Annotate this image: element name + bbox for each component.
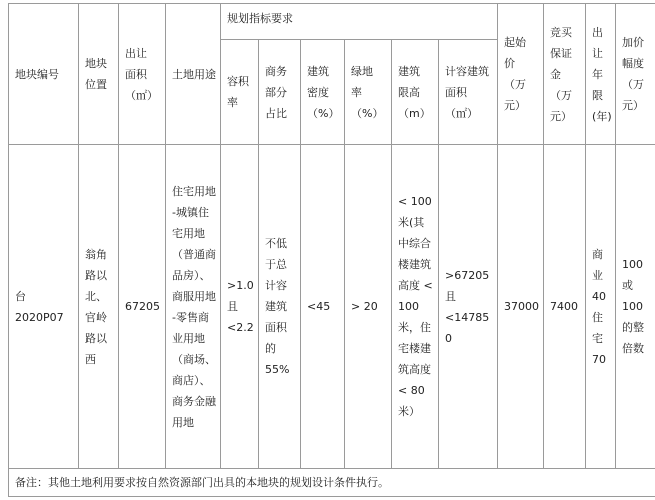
cell-line: 路以 [85, 331, 107, 345]
cell-line: 67205 [125, 300, 160, 313]
cell-line: 70 [592, 352, 607, 366]
cell-line: 建筑 [398, 64, 420, 78]
cell-line: 土地用途 [172, 67, 216, 81]
cell-line: 元） [550, 109, 573, 123]
cell-term [586, 145, 616, 469]
cell-line: 官岭 [85, 310, 107, 324]
cell-line: 计容建筑 [445, 64, 489, 78]
cell-line: （%） [307, 106, 340, 120]
cell-commercial-ratio [259, 145, 301, 469]
cell-line: （㎡） [125, 88, 158, 102]
cell-line: 且 [445, 289, 456, 303]
cell-line: 的 [265, 342, 276, 355]
header-green-ratio [345, 40, 392, 145]
cell-line: 计容 [265, 279, 287, 292]
cell-line: 地块编号 [15, 67, 59, 81]
cell-line: 100 [398, 300, 419, 313]
cell-line: 率 [227, 96, 238, 109]
cell-deposit [544, 145, 586, 469]
cell-line: （万 [622, 78, 645, 91]
cell-line: 业 [592, 268, 604, 282]
cell-location [79, 145, 119, 469]
cell-line: 价 [504, 57, 516, 70]
header-term [586, 4, 616, 145]
cell-line: 限 [592, 88, 604, 102]
cell-line: -零售商 [172, 310, 209, 324]
header-increment [616, 4, 655, 145]
cell-line: 面积 [125, 67, 147, 81]
header-deposit [544, 4, 586, 145]
cell-line: 面积 [265, 321, 287, 334]
cell-line: 2020P07 [15, 310, 64, 324]
cell-line: 商务 [265, 64, 287, 78]
cell-line: （万 [504, 78, 527, 91]
header-land-use [166, 4, 221, 145]
cell-line: 加价 [622, 36, 645, 49]
cell-line: 于总 [265, 258, 287, 271]
cell-line: 住宅用地 [172, 184, 216, 198]
cell-line: 路以 [85, 268, 107, 282]
cell-line: 100 [622, 258, 644, 271]
cell-line: > 20 [351, 300, 378, 313]
cell-line: 率 [351, 85, 362, 99]
cell-line: 金 [550, 67, 562, 81]
cell-line: 且 [227, 300, 238, 313]
header-height-limit [392, 40, 439, 145]
cell-line: 竞买 [550, 25, 573, 39]
header-far [221, 40, 259, 145]
header-start-price [498, 4, 544, 145]
cell-line: 让 [592, 46, 604, 60]
cell-line: 限高 [398, 85, 420, 99]
cell-line: 密度 [307, 85, 329, 99]
header-building-density [301, 40, 345, 145]
cell-line: 55% [265, 363, 290, 376]
cell-line: < 100 [398, 195, 432, 208]
cell-line: 翁角 [85, 247, 107, 261]
cell-line: （m） [398, 106, 431, 120]
cell-line: 容积 [227, 75, 249, 88]
cell-line: -城镇住 [172, 205, 209, 219]
cell-line: 位置 [85, 78, 107, 91]
header-area [119, 4, 166, 145]
cell-line: 商服用地 [172, 289, 216, 303]
cell-line: 出 [592, 25, 604, 39]
cell-line: 100 [622, 300, 644, 313]
cell-line: 中综合 [398, 237, 431, 250]
cell-line: >1.0 [227, 279, 254, 292]
cell-line: 米） [398, 405, 420, 418]
cell-line: 幅度 [622, 57, 645, 70]
cell-plot-no [9, 145, 79, 469]
cell-line: 40 [592, 289, 607, 303]
cell-line: 宅 [592, 331, 604, 345]
cell-line: 筑高度 [398, 363, 431, 376]
cell-line: >67205 [445, 268, 490, 282]
cell-line: 品房）、 [172, 268, 211, 282]
cell-line: (年) [592, 109, 612, 123]
cell-line: 或 [622, 279, 634, 292]
cell-line: 商务金融 [172, 394, 216, 408]
cell-increment [616, 145, 655, 469]
cell-line: <2.2 [227, 321, 254, 334]
cell-line: 楼建筑 [398, 258, 431, 271]
cell-line: 商 [592, 247, 604, 261]
cell-line: 商店）、 [172, 373, 211, 387]
cell-building-density [301, 145, 345, 469]
cell-line: 保证 [550, 46, 573, 60]
cell-line: 地块 [85, 57, 107, 70]
cell-line: （㎡） [445, 106, 478, 120]
cell-line: 7400 [550, 300, 579, 313]
cell-line: 米，住 [398, 321, 431, 334]
header-planning-group: 规划指标要求 [221, 4, 498, 40]
header-plot-no [9, 4, 79, 145]
cell-line: 米(其 [398, 216, 425, 229]
cell-line: 台 [15, 289, 26, 303]
cell-line: 的整 [622, 321, 645, 334]
cell-line: 业用地 [172, 331, 205, 345]
cell-line: 住 [592, 310, 604, 324]
table-row [9, 145, 655, 469]
cell-line: 建筑 [265, 300, 287, 313]
cell-far [221, 145, 259, 469]
header-location [79, 4, 119, 145]
land-parcel-table [8, 3, 655, 497]
cell-line: （普通商 [172, 247, 216, 261]
cell-line: （%） [351, 106, 384, 120]
cell-start-price [498, 145, 544, 469]
cell-line: 元） [504, 99, 527, 112]
cell-line: 建筑 [307, 64, 329, 78]
cell-line: 倍数 [622, 342, 645, 355]
cell-area [119, 145, 166, 469]
cell-line: < 80 [398, 384, 425, 397]
cell-line: 高度 < [398, 279, 433, 292]
header-commercial-ratio [259, 40, 301, 145]
cell-line: 不低 [265, 237, 287, 250]
cell-green-ratio [345, 145, 392, 469]
cell-line: 起始 [504, 36, 527, 49]
cell-land-use [166, 145, 221, 469]
cell-line: 绿地 [351, 64, 373, 78]
cell-line: 宅用地 [172, 226, 205, 240]
cell-line: <45 [307, 300, 331, 313]
cell-line: 37000 [504, 300, 540, 313]
cell-line: （万 [550, 88, 573, 102]
cell-line: 年 [592, 67, 604, 81]
cell-line: 面积 [445, 85, 467, 99]
cell-line: 宅楼建 [398, 342, 431, 355]
table-note: 备注：其他土地利用要求按自然资源部门出具的本地块的规划设计条件执行。 [9, 469, 655, 497]
cell-line: <147850 [445, 310, 490, 345]
cell-floor-area [439, 145, 498, 469]
cell-line: 西 [85, 352, 96, 366]
cell-line: 出让 [125, 46, 147, 60]
cell-height-limit [392, 145, 439, 469]
cell-line: （商场、 [172, 352, 216, 366]
header-floor-area [439, 40, 498, 145]
cell-line: 元） [622, 99, 645, 112]
cell-line: 部分 [265, 85, 287, 99]
cell-line: 北、 [85, 289, 107, 303]
cell-line: 占比 [265, 106, 287, 120]
cell-line: 用地 [172, 415, 194, 429]
